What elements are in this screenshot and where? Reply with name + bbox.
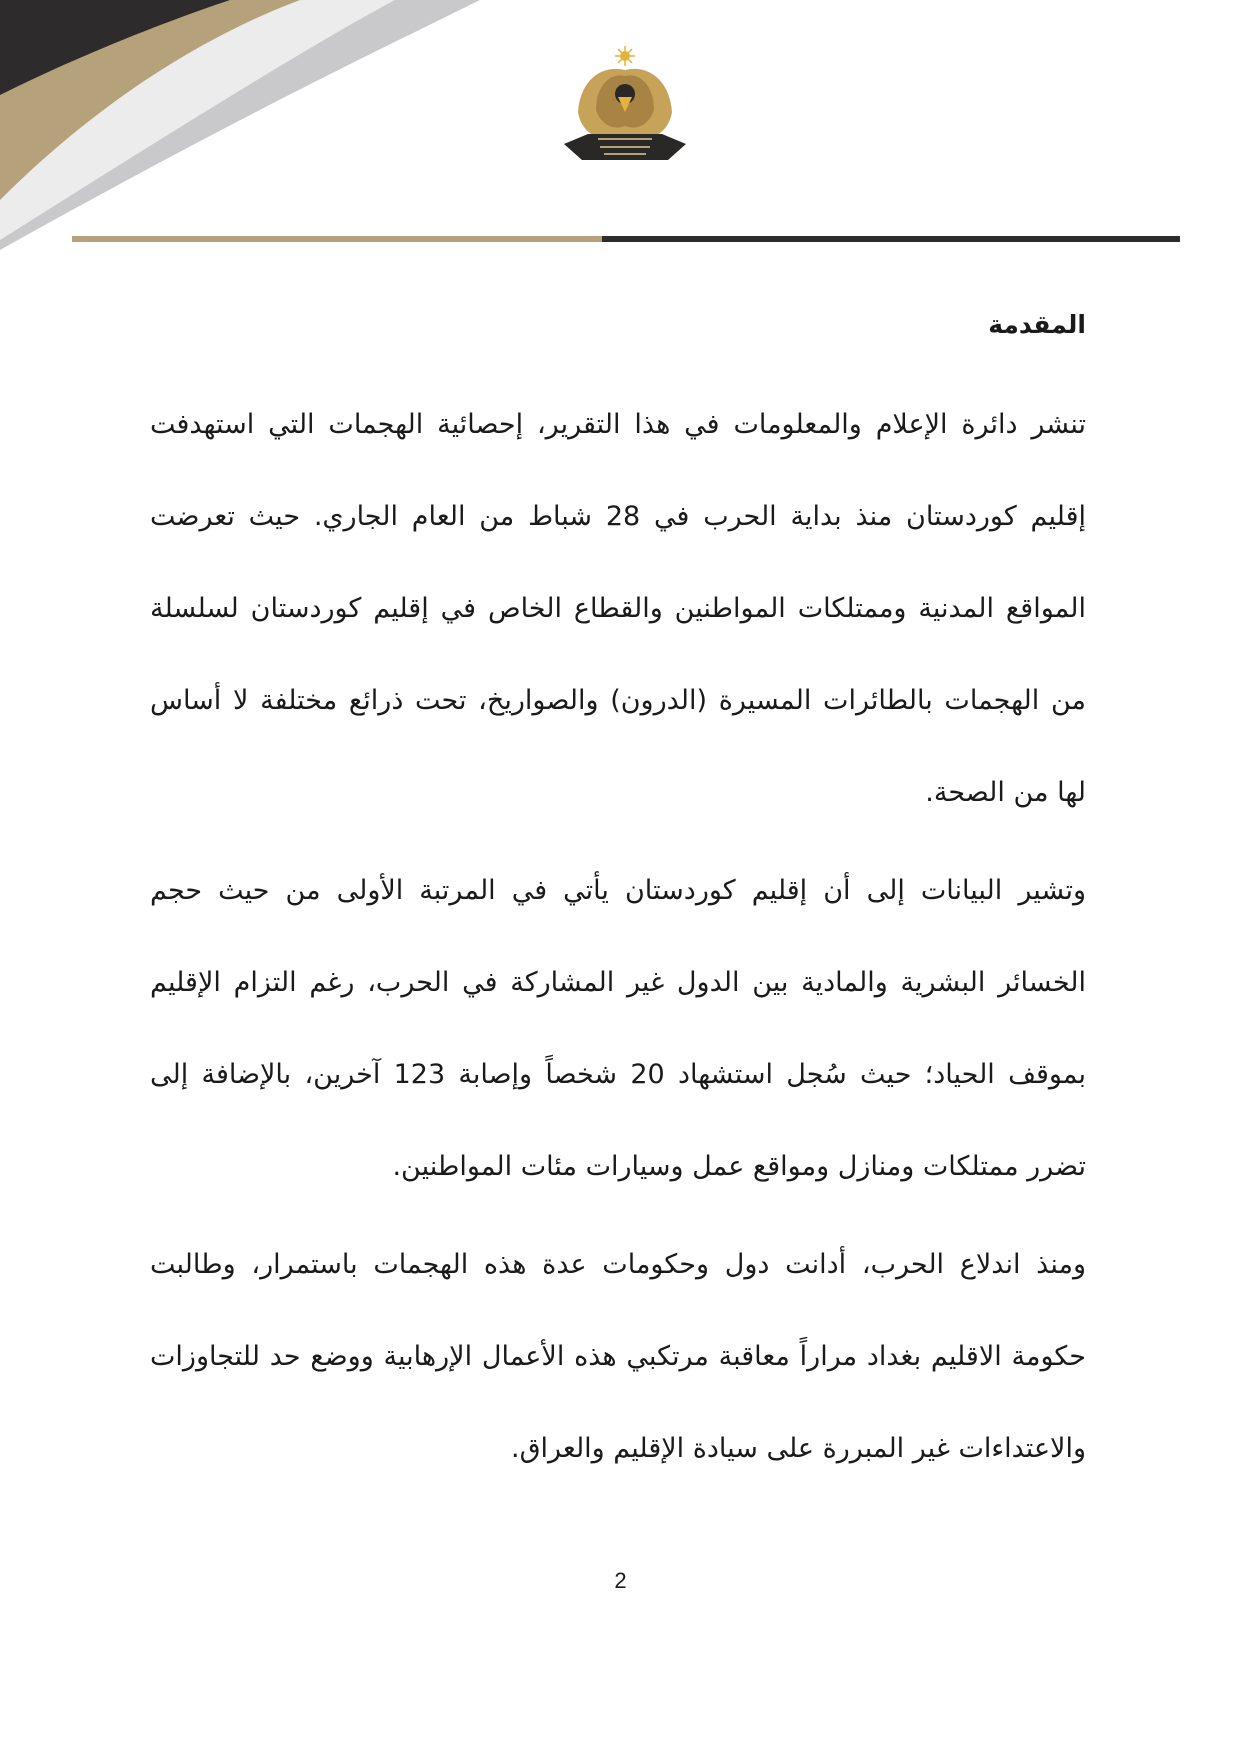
header-rule-dark xyxy=(602,236,1180,242)
kurdistan-emblem-icon xyxy=(560,42,690,167)
section-heading: المقدمة xyxy=(988,310,1086,339)
document-body xyxy=(150,295,1086,1501)
paragraph-2: وتشير البيانات إلى أن إقليم كوردستان يأتي في المرتبة الأولى من حيث حجم الخسائر البشرية والمادية بين الدول غير المشاركة في الحرب، رغم التزام الإقليم بموقف الحياد؛ حيث سُجل استشهاد 20 شخصاً وإصابة 123 آخرين، بالإضافة إلى تضرر ممتلكات ومنازل ومواقع عمل وسيارات مئات المواطنين. xyxy=(150,875,1086,1182)
corner-decoration xyxy=(0,0,480,260)
paragraph-3: ومنذ اندلاع الحرب، أدانت دول وحكومات عدة هذه الهجمات باستمرار، وطالبت حكومة الاقليم بغداد مراراً معاقبة مرتكبي هذه الأعمال الإرهابية ووضع حد للتجاوزات والاعتداءات غير المبررة على سيادة الإقليم والعراق. xyxy=(150,1249,1086,1464)
page-number: 2 xyxy=(614,1568,627,1593)
header-rule-gold xyxy=(72,236,602,242)
paragraph-1: تنشر دائرة الإعلام والمعلومات في هذا التقرير، إحصائية الهجمات التي استهدفت إقليم كوردستان منذ بداية الحرب في 28 شباط من العام الجاري. حيث تعرضت المواقع المدنية وممتلكات المواطنين والقطاع الخاص في إقليم كوردستان لسلسلة من الهجمات بالطائرات المسيرة (الدرون) والصواريخ، تحت ذرائع مختلفة لا أساس لها من الصحة. xyxy=(150,409,1086,808)
